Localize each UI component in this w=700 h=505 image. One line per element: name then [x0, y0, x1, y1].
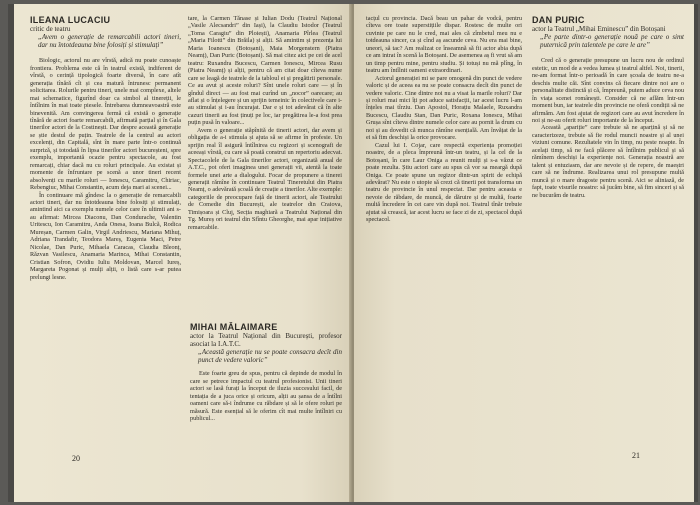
pull-quote: „Pe parte dintr-o generație nouă pe care o simt puternică prin talentele pe care le are”	[540, 33, 684, 50]
body-paragraph: Este foarte greu de spus, pentru că depinde de modul în care se petrece impactul cu teatrul profesionist. Unii tineri actori se lasă furați la început de iluzia succesului facil, de tentația de a juca orice și oricum, alții au șansa de a întîlni oameni care să-i îndrume cu răbdare și să le ofere roluri pe măsură. Este esențial să le oferim cît mai multe întîlniri cu publicul...	[190, 370, 342, 423]
body-paragraph: Actorul generației mi se pare omogenă din punct de vedere valoric și de aceea ea nu se poate consacra decît din punct de vedere valoric. Cine dintre noi nu a visat la marile roluri? Dar și roluri mai mici îți pot aduce satisfacții, iar acest lucru l-am înțeles mai tîrziu. Dan Apostol, Horațiu Malaele, Ruxandra Bucescu, Claudiu Stan, Dan Puric, Roxana Ionescu, Mihai Grușa sînt cîteva dintre numele celor care au pornit la drum cu noi și au dovedit că munca rămîne esențială. Am învățat de la ei să fim deschiși la orice provocare.	[366, 74, 522, 142]
right-column-2	[532, 15, 684, 445]
body-paragraph: tare, la Carmen Tănase și Iulian Dodu (Teatrul Național „Vasile Alecsandri” din Iași), la Claudiu Istodor (Teatrul „Toma Caragiu” din Ploiești), Anamaria Pîrlea (Teatrul „Maria Filotti” din Brăila) și alții. Să amintim și prezența lui Maria Ioanescu (Botoșani), Maia Morgenstern (Piatra Neamț), Dan Puric (Botoșani). Să mai citez aici pe cei de acel teatru: Ruxandra Bucescu, Carmen Ionescu, Mircea Rusu (Piatra Neamț) și alții, pentru că am citat doar cîteva nume care se leagă de teatrele de la tabloul ei și pregătirii personale. Ce au avut și aceste roluri? Sînt unele roluri care — și în gîndul direct — au fost mai curînd un „nocor” oarecare; au aflat și o înțelegere și un sprijin temeinic în colectivele care i-au stimulat și i-au încurajat. Dar e și tot adevărat că în alte cazuri tinerii au fost ținuți pe loc, iar pregătirea le-a fost prea puțin pusă în valoare...	[188, 15, 342, 127]
interviewee-name: ILEANA LUCACIU	[30, 15, 111, 25]
interviewee-name: DAN PURIC	[532, 15, 585, 25]
left-column-2	[188, 15, 342, 311]
book-spread	[8, 4, 698, 502]
interviewee-name: MIHAI MĂLAIMARE	[190, 322, 278, 332]
body-paragraph: Cazul lui I. Cojar, care respectă experiența promoției noastre, de a pleca împreună într-un teatru, și la cel de la Botoșani, în care Laur Oniga a reunit mulți și s-a văzut ce poate rezulta. Știu actori care au spus că vor sa meargă după Oniga. Ce poate spune un regizor dintr-un spirit de echipă adevărat? Nu este o utopie să crezi că tinerii pot transforma un teatru de provincie în unul respectat. Dar pentru aceasta e nevoie de răbdare, de muncă, de dăruire și de multă, foarte multă încredere în cei care vin după noi. Teatrul tînăr trebuie ajutat să crească, iar acest lucru se face zi de zi, spectacol după spectacol.	[366, 141, 522, 224]
left-column-2-section	[190, 322, 342, 467]
page-number: 21	[632, 451, 640, 460]
pull-quote: „Avem o generație de remarcabili actori tineri, dar nu întotdeauna bine folosiți și stimulați”	[38, 33, 181, 50]
interviewee-role: critic de teatru	[30, 25, 71, 33]
body-paragraph: Această „apariție” care trebuie să ne aparțină și să ne caracterizeze, trebuie să fie rodul muncii noastre și al unei viziuni comune. Rezultatele vin în timp, nu peste noapte. În acelați timp, să ne facă plăcere să întîlnim publicul și să rămînem deschiși la experiențe noi. Generația noastră are talent și entuziasm, dar are nevoie și de repere, de maeștri care să ne îndrume. Realizarea unui rol presupune multă muncă și o mare dragoste pentru scenă. Aici se aliniază, de fapt, toate visurile noastre: să jucăm bine, să fim sinceri și să ne bucurăm de teatru.	[532, 124, 684, 199]
interviewee-role: actor la Teatrul Național din București, profesor asociat la I.A.T.C.	[190, 332, 342, 348]
body-paragraph: Avem o generație stăpînită de tinerii actori, dar avem și obligația de a-i stimula și ajuta să se afirme în profesie. Un sprijin real îl asigură întîlnirea cu regizori și scenografi de aceeași vîrstă, cu care să poată construi un repertoriu adecvat. Spectacolele de la Gala tinerilor actori, organizată anual de A.T.C., pot oferi imaginea unei generații vii, atentă la toate formele unei arte a dialogului. Focar de propunere a tinerei generații rămîne în continuare Teatrul Tineretului din Piatra Neamț, o adevărată școală de creație a tinerilor. Alte exemple: categoriile de preocupare față de tinerii actori, ale Teatrului de Comedie din București, ale teatrelor din Craiova, Timișoara și Cluj, Secția maghiară a Teatrului Național din Tg. Mureș ori teatrul din Sfîntu Gheorghe, mai apar inițiative remarcabile.	[188, 126, 342, 231]
page-number: 20	[72, 454, 80, 463]
body-paragraph: tacțul cu provincia. Dacă beau un pahar de vodcă, pentru cîteva ore toate superstițiile dispar. Rostesc de multe ori cuvinte pe care nu le cred, mai ales că zîmbetul meu nu e totdeauna sincer, ca și cînd aș ascunde ceva. Nu era mai bine, uneori, să tac? Am realizat ce înseamnă să fii actor abia după ce am intrat în scenă la Botoșani. De asemenea aș fi vrut să am un timp pentru mine, pentru studiu. Și totuși nu mă plîng, în teatru am întîlnit oameni extraordinari.	[366, 15, 522, 75]
right-column-1	[366, 15, 522, 479]
pull-quote: „Această generație nu se poate consacra decît din punct de vedere valoric”	[198, 348, 342, 365]
left-page	[14, 4, 352, 502]
left-column-1	[30, 15, 181, 467]
body-paragraph: În continuare mă gîndesc la o generație de remarcabili actori tineri, dar nu întotdeauna bine folosiți și stimulați, amintind aici ca exemplu numele celor care în ultimii ani s-au afirmat: Mircea Diaconu, Dan Condurache, Valentin Uritescu, Ion Caramitru, Anda Onesa, Ioana Bulcă, Rodica Mureșan, Carmen Galin, Virgil Andriescu, Mariana Mihuț, Adriana Trandafir, Teodora Mareș, Eugenia Maci, Petre Nicolae, Dan Puric, Mihaela Caracas, Claudia Bleonț, Răzvan Vasilescu, Anamaria Marinca, Mihai Constantin, Cristian Sofron, Ovidiu Iuliu Moldovan, Marcel Iureș, Margareta Pogonat și mulți alții, o listă care s-ar putea prelungi lesne.	[30, 191, 181, 281]
right-page	[354, 4, 694, 502]
body-paragraph: Biologic, actorul nu are vîrstă, adică nu poate cunoaște frontiera. Problema este că în teatrul există, indiferent de vîrstă, o cerință tipologică foarte diversă, în care atît generația tînără cît și cea matură întrunesc permanent solicitarea. Rolurile pentru tineri, unele mai complexe, altele mai schematice, figurînd doar ca simbol al tinereții, le întîlnim în mai toate piesele. Întrebarea dumneavoastră este binevenită. Am convingerea fermă că există o generație tînără de actori foarte remarcabili, afirmată parțial și în Gala tinerilor actori de la Costinești. Dar despre această generație se știe destul de puțin. Teatrele de la centrul au actori excelenți, din Capitală, sînt în mare parte într-o continuă surpriză, și totodată în lipsa tinerilor actori bucureșteni, spre exemplu, importantă ocazie pentru spectacole, au fost remarcați, chiar dacă nu cu roluri principale. Au existat și momente de înfruntare pe scenă a unor tineri recent absolvenți cu marile roluri — Ionescu, Caramitru, Chiriac, Rebengiuc, Mihai Constantin, acum deja mari ai scenei...	[30, 57, 181, 192]
body-paragraph: Cred că o generație presupune un lucru nou de ordinul estetic, un mod de a vedea lumea și teatrul altfel. Noi, tinerii, ne-am format într-o perioadă în care școala de teatru ne-a deschis multe căi. Sînt convins că fiecare dintre noi are o personalitate distinctă și că, împreună, putem aduce ceva nou în viața scenei românești. Consider că ne aflăm într-un moment bun, iar teatrele din provincie ne oferă condiții să ne afirmăm. Am fost ajutat de regizori care au avut încredere în noi și ne-au oferit roluri importante de la început.	[532, 57, 684, 125]
interviewee-role: actor la Teatrul „Mihai Eminescu” din Botoșani	[532, 25, 666, 33]
